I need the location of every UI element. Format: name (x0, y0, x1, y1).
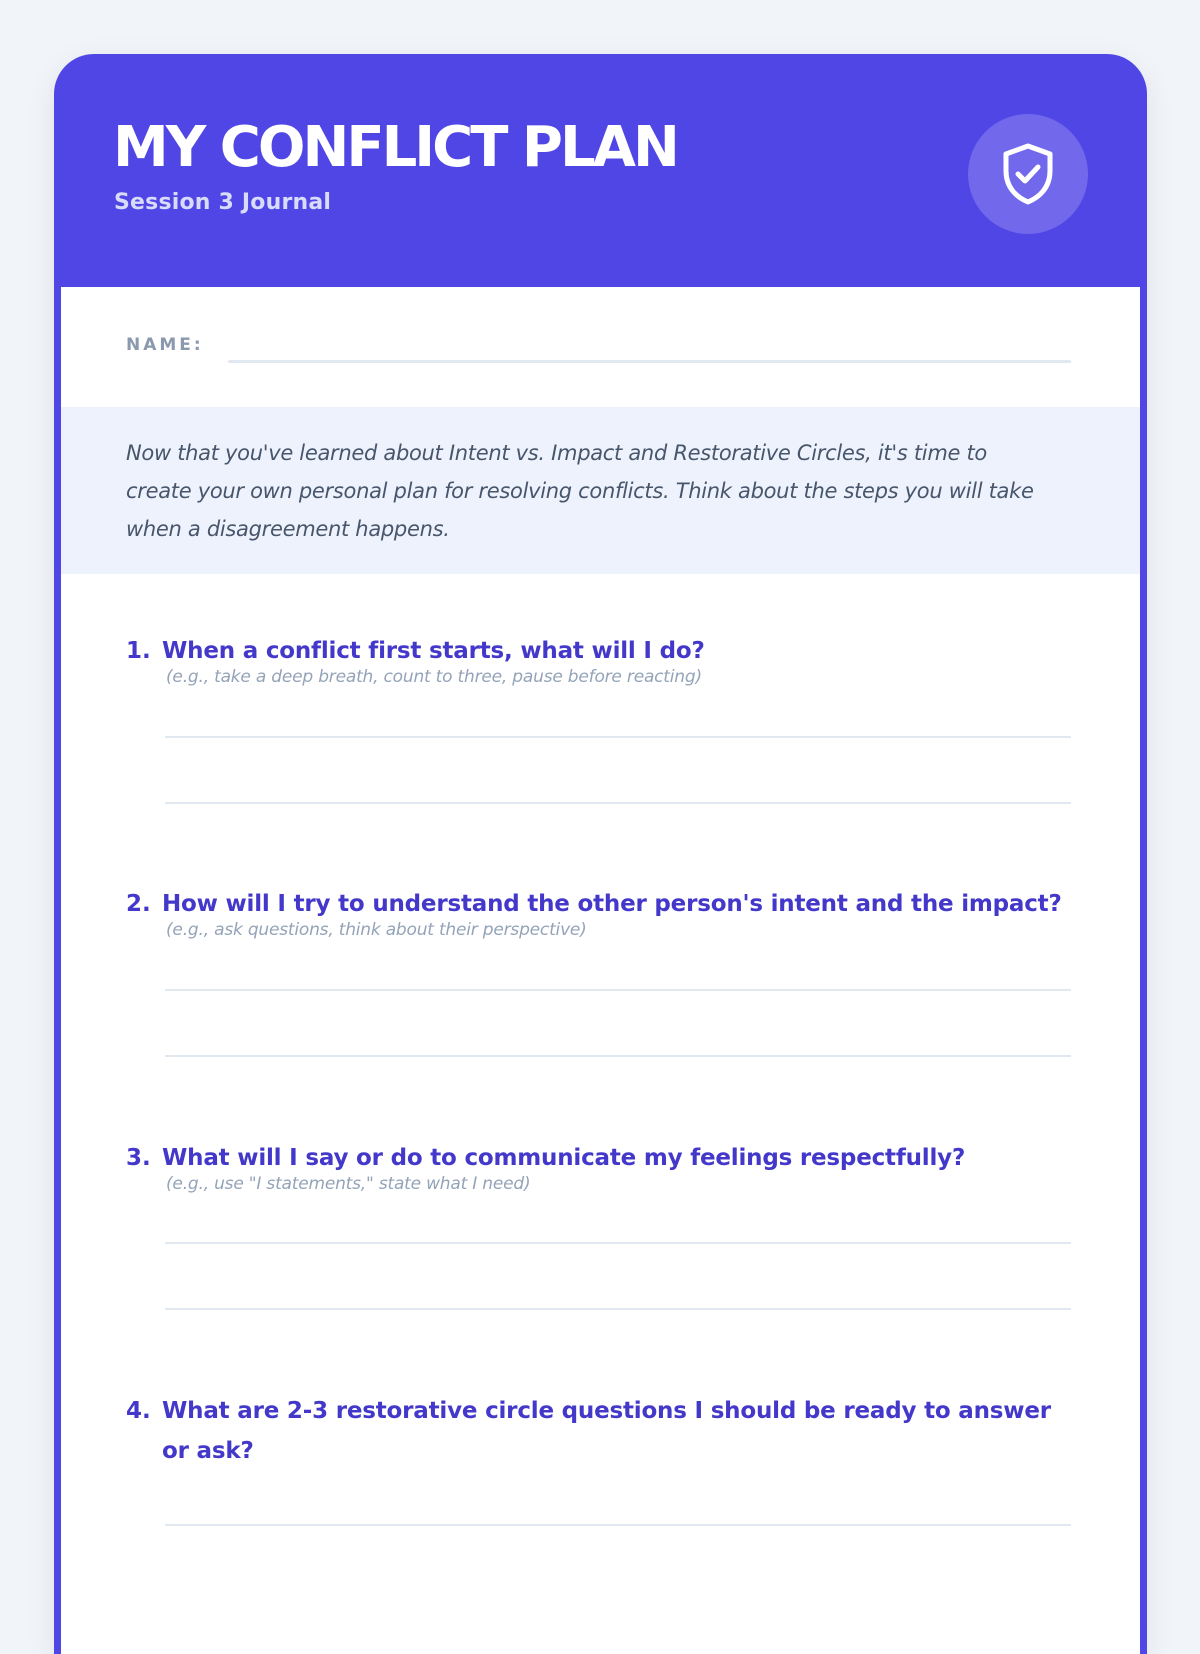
answer-line[interactable] (165, 989, 1071, 991)
header-badge (968, 114, 1088, 234)
worksheet-card (54, 54, 1147, 1654)
page-subtitle: Session 3 Journal (114, 190, 332, 215)
question-number: 4. (126, 1398, 151, 1424)
question-number: 1. (126, 638, 151, 664)
page-title: MY CONFLICT PLAN (113, 115, 677, 180)
worksheet-body (61, 287, 1140, 1654)
question-number: 3. (126, 1145, 151, 1171)
answer-line[interactable] (165, 1242, 1071, 1244)
question-text: When a conflict first starts, what will I do? (162, 638, 705, 664)
question-hint: (e.g., ask questions, think about their perspective) (166, 920, 587, 940)
shield-check-icon (1002, 143, 1054, 205)
answer-line[interactable] (165, 1524, 1071, 1526)
answer-line[interactable] (165, 802, 1071, 804)
question-hint: (e.g., take a deep breath, count to three, pause before reacting) (166, 667, 702, 687)
intro-text: Now that you've learned about Intent vs. Impact and Restorative Circles, it's time to create your own personal plan for resolving conflicts. Think about the steps you will take when a disagreement happens. (126, 441, 1034, 541)
question-number: 2. (126, 891, 151, 917)
question-hint: (e.g., use "I statements," state what I need) (166, 1174, 531, 1194)
name-field[interactable] (228, 360, 1071, 363)
name-label: NAME: (126, 335, 204, 355)
question-text: What are 2-3 restorative circle questions I should be ready to answer or ask? (162, 1398, 1051, 1464)
answer-line[interactable] (165, 1308, 1071, 1310)
intro-box (61, 407, 1140, 574)
question-text: How will I try to understand the other person's intent and the impact? (162, 891, 1062, 917)
answer-line[interactable] (165, 736, 1071, 738)
name-row (121, 331, 1080, 371)
question-text: What will I say or do to communicate my feelings respectfully? (162, 1145, 966, 1171)
answer-line[interactable] (165, 1055, 1071, 1057)
